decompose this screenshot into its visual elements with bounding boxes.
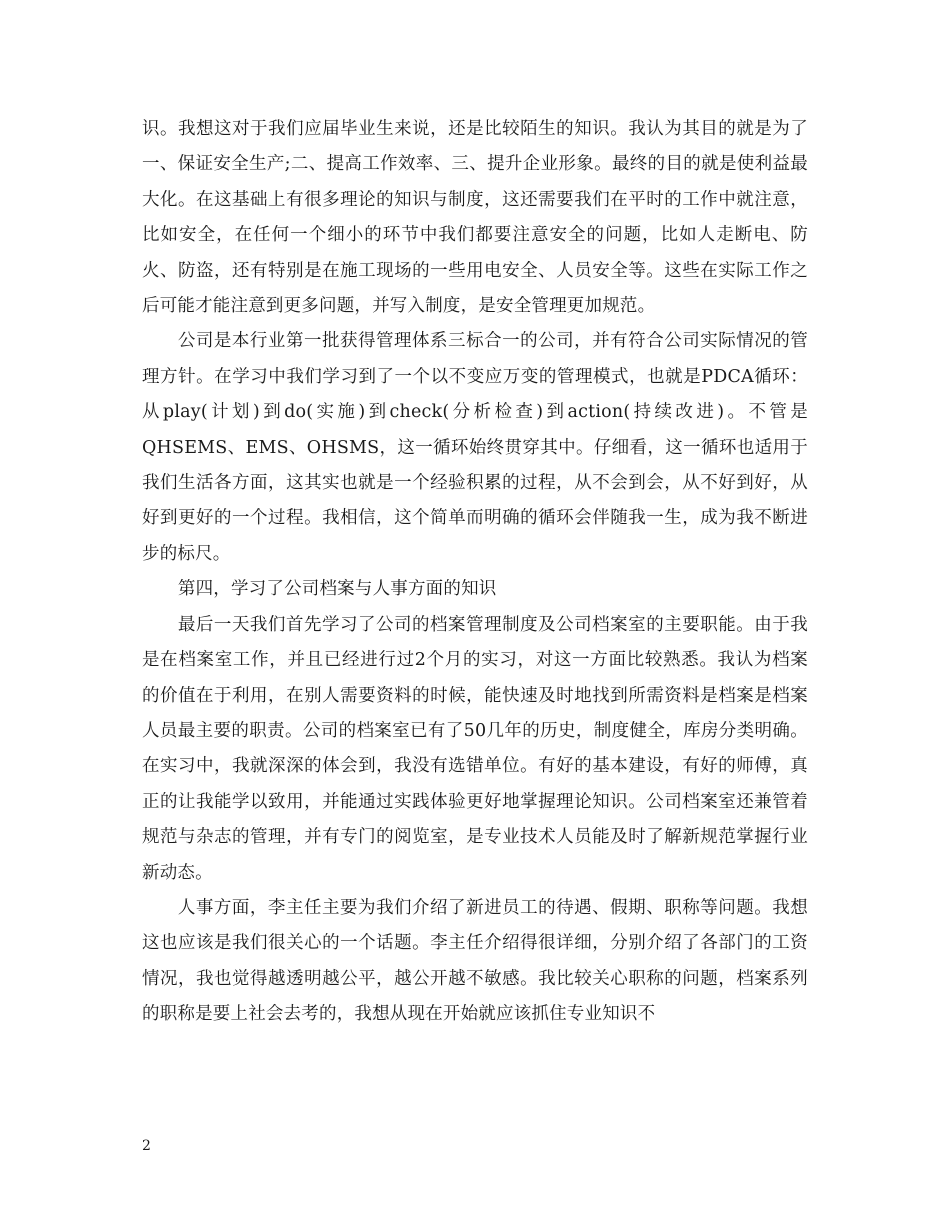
paragraph-personnel: 人事方面，李主任主要为我们介绍了新进员工的待遇、假期、职称等问题。我想这也应该是我们很关心的一个话题。李主任介绍得很详细，分别介绍了各部门的工资情况，我也觉得越透明越公平，越公开越不敏感。我比较关心职称的问题，档案系列的职称是要上社会去考的，我想从现在开始就应该抓住专业知识不 bbox=[142, 897, 808, 1025]
paragraph-archives: 最后一天我们首先学习了公司的档案管理制度及公司档案室的主要职能。由于我是在档案室工作，并且已经进行过2个月的实习，对这一方面比较熟悉。我认为档案的价值在于利用，在别人需要资料的时候，能快速及时地找到所需资料是档案是档案人员最主要的职责。公司的档案室已有了50几年的历史，制度健全，库房分类明确。在实习中，我就深深的体会到，我没有选错单位。有好的基本建设，有好的师傅，真正的让我能学以致用，并能通过实践体验更好地掌握理论知识。公司档案室还兼管着规范与杂志的管理，并有专门的阅览室，是专业技术人员能及时了解新规范掌握行业新动态。 bbox=[142, 614, 808, 883]
page-number: 2 bbox=[142, 1138, 151, 1154]
paragraph-continued: 识。我想这对于我们应届毕业生来说，还是比较陌生的知识。我认为其目的就是为了一、保证安全生产;二、提高工作效率、三、提升企业形象。最终的目的就是使利益最大化。在这基础上有很多理论的知识与制度，这还需要我们在平时的工作中就注意，比如安全，在任何一个细小的环节中我们都要注意安全的问题，比如人走断电、防火、防盗，还有特别是在施工现场的一些用电安全、人员安全等。这些在实际工作之后可能才能注意到更多问题，并写入制度，是安全管理更加规范。 bbox=[142, 119, 808, 317]
document-body bbox=[142, 112, 808, 1033]
paragraph-management-system: 公司是本行业第一批获得管理体系三标合一的公司，并有符合公司实际情况的管理方针。在学习中我们学习到了一个以不变应万变的管理模式，也就是PDCA循环：从play(计划)到do(实施)到check(分析检查)到action(持续改进)。不管是QHSEMS、EMS、OHSMS，这一循环始终贯穿其中。仔细看，这一循环也适用于我们生活各方面，这其实也就是一个经验积累的过程，从不会到会，从不好到好，从好到更好的一个过程。我相信，这个简单而明确的循环会伴随我一生，成为我不断进步的标尺。 bbox=[142, 331, 808, 564]
section-heading-archives: 第四，学习了公司档案与人事方面的知识 bbox=[177, 579, 497, 600]
